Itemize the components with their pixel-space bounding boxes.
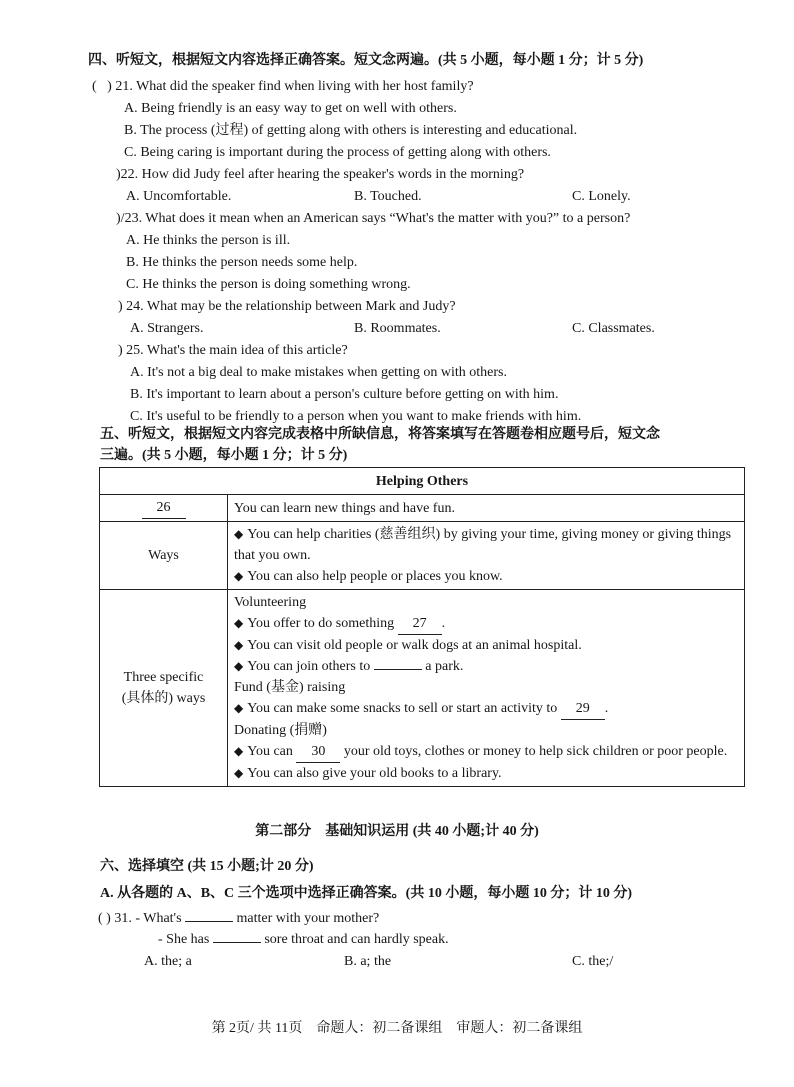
q21-stem: ( ) 21. What did the speaker find when living with her host family? bbox=[92, 79, 474, 94]
q23-option-c: C. He thinks the person is doing something wrong. bbox=[126, 277, 411, 292]
q22-option-b: B. Touched. bbox=[354, 189, 422, 204]
diamond-bullet-icon: ◆ bbox=[234, 638, 244, 652]
donating-item-2: ◆ You can also give your old books to a library. bbox=[234, 766, 502, 781]
q31-line2: - She has sore throat and can hardly speak. bbox=[158, 932, 449, 947]
diamond-bullet-icon: ◆ bbox=[234, 744, 244, 758]
specific-ways-label: Three specific (具体的) ways bbox=[100, 590, 228, 787]
q23-option-a: A. He thinks the person is ill. bbox=[126, 233, 291, 248]
donating-item-1: ◆ You can 30 your old toys, clothes or money to help sick children or poor people. bbox=[234, 741, 738, 763]
q24-stem: ) 24. What may be the relationship between Mark and Judy? bbox=[118, 299, 456, 314]
q25-stem: ) 25. What's the main idea of this article? bbox=[118, 343, 348, 358]
section6-heading: 六、选择填空 (共 15 小题;计 20 分) bbox=[100, 859, 314, 874]
volunteering-item-2: ◆ You can visit old people or walk dogs at an animal hospital. bbox=[234, 638, 582, 653]
blank-27: 27 bbox=[398, 613, 442, 635]
q21-option-a: A. Being friendly is an easy way to get on well with others. bbox=[124, 101, 457, 116]
q24-option-c: C. Classmates. bbox=[572, 321, 655, 336]
q24-option-a: A. Strangers. bbox=[130, 321, 204, 336]
fund-raising-heading: Fund (基金) raising bbox=[234, 680, 346, 695]
helping-others-table bbox=[99, 467, 745, 787]
q25-option-c: C. It's useful to be friendly to a person when you want to make friends with him. bbox=[130, 409, 582, 424]
q31-blank-2 bbox=[213, 942, 261, 943]
diamond-bullet-icon: ◆ bbox=[234, 527, 244, 541]
blank-26: 26 bbox=[142, 497, 186, 519]
q23-option-b: B. He thinks the person needs some help. bbox=[126, 255, 358, 270]
q25-option-a: A. It's not a big deal to make mistakes when getting on with others. bbox=[130, 365, 507, 380]
section5-heading-line2: 三遍。(共 5 小题，每小题 1 分；计 5 分) bbox=[100, 448, 348, 463]
q22-stem: )22. How did Judy feel after hearing the speaker's words in the morning? bbox=[116, 167, 525, 182]
q25-option-b: B. It's important to learn about a person's culture before getting on with him. bbox=[130, 387, 559, 402]
q31-blank-1 bbox=[185, 921, 233, 922]
section5-heading-line1: 五、听短文，根据短文内容完成表格中所缺信息，将答案填写在答题卷相应题号后，短文念 bbox=[100, 427, 660, 442]
q24-option-b: B. Roommates. bbox=[354, 321, 441, 336]
section6-sub-a: A. 从各题的 A、B、C 三个选项中选择正确答案。(共 10 小题，每小题 10 分；计 10 分) bbox=[100, 886, 632, 901]
diamond-bullet-icon: ◆ bbox=[234, 701, 244, 715]
volunteering-item-3: ◆ You can join others to a park. bbox=[234, 659, 464, 674]
blank-29: 29 bbox=[561, 698, 605, 720]
section4-heading: 四、听短文，根据短文内容选择正确答案。短文念两遍。(共 5 小题，每小题 1 分；计 5 分) bbox=[88, 53, 644, 68]
q31-option-c: C. the;/ bbox=[572, 954, 614, 969]
q31-option-b: B. a; the bbox=[344, 954, 392, 969]
q21-option-c: C. Being caring is important during the process of getting along with others. bbox=[124, 145, 551, 160]
ways-label: Ways bbox=[100, 522, 228, 590]
blank-28 bbox=[374, 669, 422, 670]
table-title: Helping Others bbox=[100, 468, 745, 495]
table-row-reason-right: You can learn new things and have fun. bbox=[228, 495, 745, 522]
diamond-bullet-icon: ◆ bbox=[234, 569, 244, 583]
diamond-bullet-icon: ◆ bbox=[234, 766, 244, 780]
volunteering-heading: Volunteering bbox=[234, 595, 307, 610]
volunteering-item-1: ◆ You offer to do something 27 . bbox=[234, 613, 738, 635]
diamond-bullet-icon: ◆ bbox=[234, 659, 244, 673]
donating-heading: Donating (捐赠) bbox=[234, 723, 327, 738]
q21-option-b: B. The process (过程) of getting along with others is interesting and educational. bbox=[124, 123, 578, 138]
diamond-bullet-icon: ◆ bbox=[234, 616, 244, 630]
q31-option-a: A. the; a bbox=[144, 954, 192, 969]
q22-option-a: A. Uncomfortable. bbox=[126, 189, 232, 204]
q23-stem: )/23. What does it mean when an American says “What's the matter with you?” to a person? bbox=[116, 211, 631, 226]
blank-30: 30 bbox=[296, 741, 340, 763]
fund-raising-item-1: ◆ You can make some snacks to sell or start an activity to 29 . bbox=[234, 698, 738, 720]
specific-ways-content bbox=[228, 590, 745, 787]
ways-item-1: ◆ You can help charities (慈善组织) by giving your time, giving money or giving things that you own. bbox=[234, 527, 732, 563]
table-row-reason-left bbox=[100, 495, 228, 522]
q22-option-c: C. Lonely. bbox=[572, 189, 631, 204]
part2-heading: 第二部分 基础知识运用 (共 40 小题;计 40 分) bbox=[255, 824, 539, 839]
ways-content bbox=[228, 522, 745, 590]
ways-item-2: ◆ You can also help people or places you know. bbox=[234, 569, 503, 584]
page-footer: 第 2页/ 共 11页 命题人：初二备课组 审题人：初二备课组 bbox=[211, 1021, 583, 1036]
q31-line1: ( ) 31. - What's matter with your mother? bbox=[98, 911, 380, 926]
